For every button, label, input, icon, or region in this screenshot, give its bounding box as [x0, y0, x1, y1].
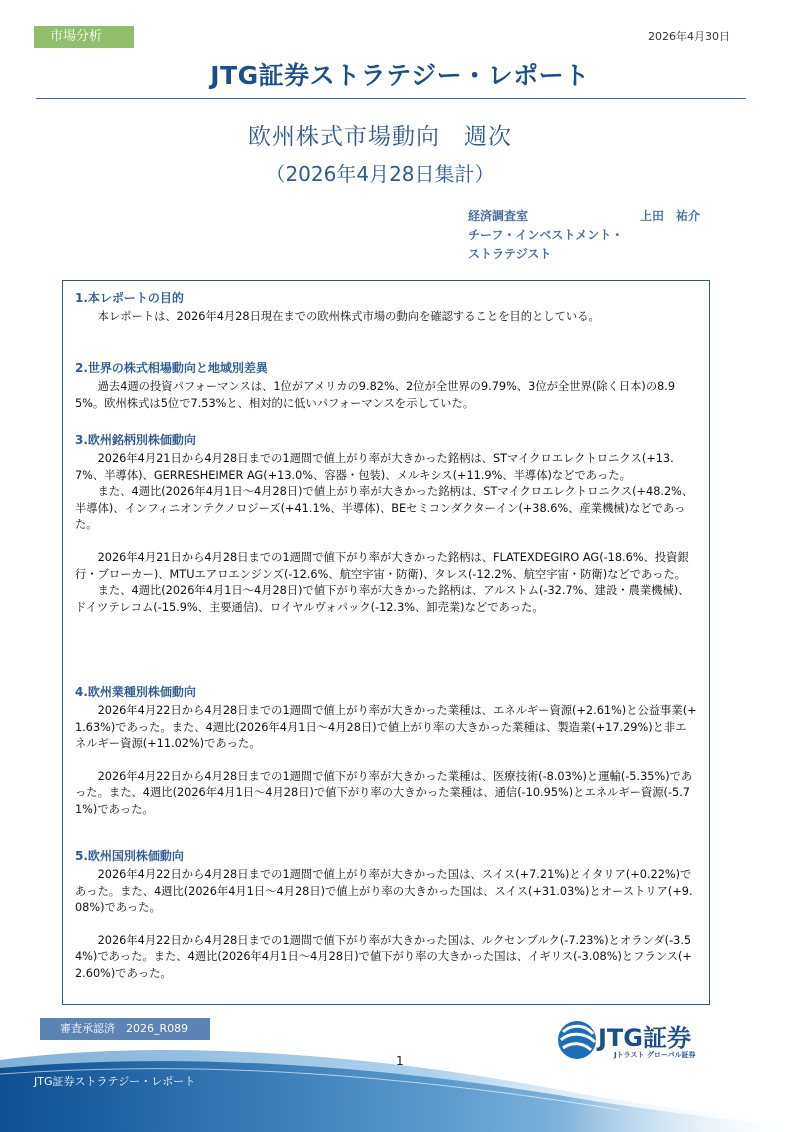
report-subtitle: （2026年4月28日集計）: [265, 162, 495, 186]
section-sectors: [75, 683, 697, 819]
title-divider: [36, 98, 746, 99]
section-paragraph: 2026年4月22日から4月28日までの1週間で値下がり率が大きかった国は、ルクセンブルク(-7.23%)とオランダ(-3.54%)であった。また、4週比(2026年4月1日～4月28日)で値下がり率の大きかった国は、イギリス(-3.08%)とフランス(+2.60%)であった。: [75, 933, 692, 980]
section-paragraph: 2026年4月22日から4月28日までの1週間で値上がり率が大きかった国は、スイス(+7.21%)とイタリア(+0.22%)であった。また、4週比(2026年4月1日～4月28日)で値上がり率の大きかった国は、スイス(+31.03%)とオーストリア(+9.08%)であった。: [75, 868, 693, 915]
logo-name: JTG証券: [598, 1024, 691, 1052]
report-body-box: [62, 280, 710, 1005]
author-department: 経済調査室: [468, 209, 529, 223]
approval-badge: 審査承認済 2026_R089: [40, 1018, 210, 1040]
category-tag: 市場分析: [34, 26, 134, 48]
section-global-markets: [75, 359, 697, 412]
author-name: 上田 祐介: [640, 209, 701, 223]
section-title: 3.欧州銘柄別株価動向: [75, 433, 196, 447]
section-paragraph: 本レポートは、2026年4月28日現在までの欧州株式市場の動向を確認することを目的としている。: [97, 310, 600, 323]
section-title: 5.欧州国別株価動向: [75, 849, 184, 863]
section-paragraph: 過去4週の投資パフォーマンスは、1位がアメリカの9.82%、2位が全世界の9.79%、3位が全世界(除く日本)の8.95%。欧州株式は5位で7.53%と、相対的に低いパフォーマンスを示していた。: [75, 380, 676, 410]
section-title: 4.欧州業種別株価動向: [75, 685, 196, 699]
report-title: 欧州株式市場動向 週次: [248, 124, 512, 150]
paragraph-gap: [75, 917, 697, 933]
section-paragraph: 2026年4月22日から4月28日までの1週間で値上がり率が大きかった業種は、エネルギー資源(+2.61%)と公益事業(+1.63%)であった。また、4週比(2026年4月1日～4月28日)で値上がり率の大きかった業種は、製造業(+17.29%)と非エネルギー資源(+11.02%)であった。: [75, 704, 697, 751]
report-date: 2026年4月30日: [648, 30, 730, 43]
author-role-line1: チーフ・インベストメント・: [468, 228, 624, 242]
section-paragraph: 2026年4月21日から4月28日までの1週間で値下がり率が大きかった銘柄は、FLATEXDEGIRO AG(-18.6%、投資銀行・ブローカー)、MTUエアロエンジンズ(-12.6%、航空宇宙・防衛)、タレス(-12.2%、航空宇宙・防衛)などであった。: [75, 550, 689, 581]
footer-brand: JTG証券ストラテジー・レポート: [34, 1075, 196, 1088]
author-role-line2: ストラテジスト: [468, 247, 552, 261]
paragraph-gap: [75, 753, 697, 769]
section-title: 2.世界の株式相場動向と地域別差異: [75, 361, 268, 375]
section-paragraph: また、4週比(2026年4月1日～4月28日)で値下がり率が大きかった銘柄は、アルストム(-32.7%、建設・農業機械)、ドイツテレコム(-15.9%、主要通信)、ロイヤルヴォパック(-12.3%、卸売業)などであった。: [75, 584, 690, 614]
page-number: 1: [396, 1054, 404, 1068]
section-purpose: [75, 289, 697, 326]
section-title: 1.本レポートの目的: [75, 291, 184, 305]
logo-subtitle: Jトラスト グローバル証券: [614, 1051, 696, 1059]
paragraph-gap: [75, 534, 697, 550]
section-paragraph: 2026年4月22日から4月28日までの1週間で値下がり率が大きかった業種は、医療技術(-8.03%)と運輸(-5.35%)であった。また、4週比(2026年4月1日～4月28日)で値下がり率の大きかった業種は、通信(-10.95%)とエネルギー資源(-5.71%)であった。: [75, 769, 693, 816]
section-paragraph: また、4週比(2026年4月1日～4月28日)で値上がり率が大きかった銘柄は、STマイクロエレクトロニクス(+48.2%、半導体)、インフィニオンテクノロジーズ(+41.1%、半導体)、BEセミコンダクターイン(+38.6%、産業機械)などであった。: [75, 485, 694, 532]
section-stocks: [75, 431, 697, 616]
section-paragraph: 2026年4月21日から4月28日までの1週間で値上がり率が大きかった銘柄は、STマイクロエレクトロニクス(+13.7%、半導体)、GERRESHEIMER AG(+13.0%、容器・包装)、メルキシス(+11.9%、半導体)などであった。: [75, 452, 674, 482]
brand-title: JTG証券ストラテジー・レポート: [210, 61, 590, 90]
section-countries: [75, 847, 697, 983]
author-role: [468, 226, 648, 264]
